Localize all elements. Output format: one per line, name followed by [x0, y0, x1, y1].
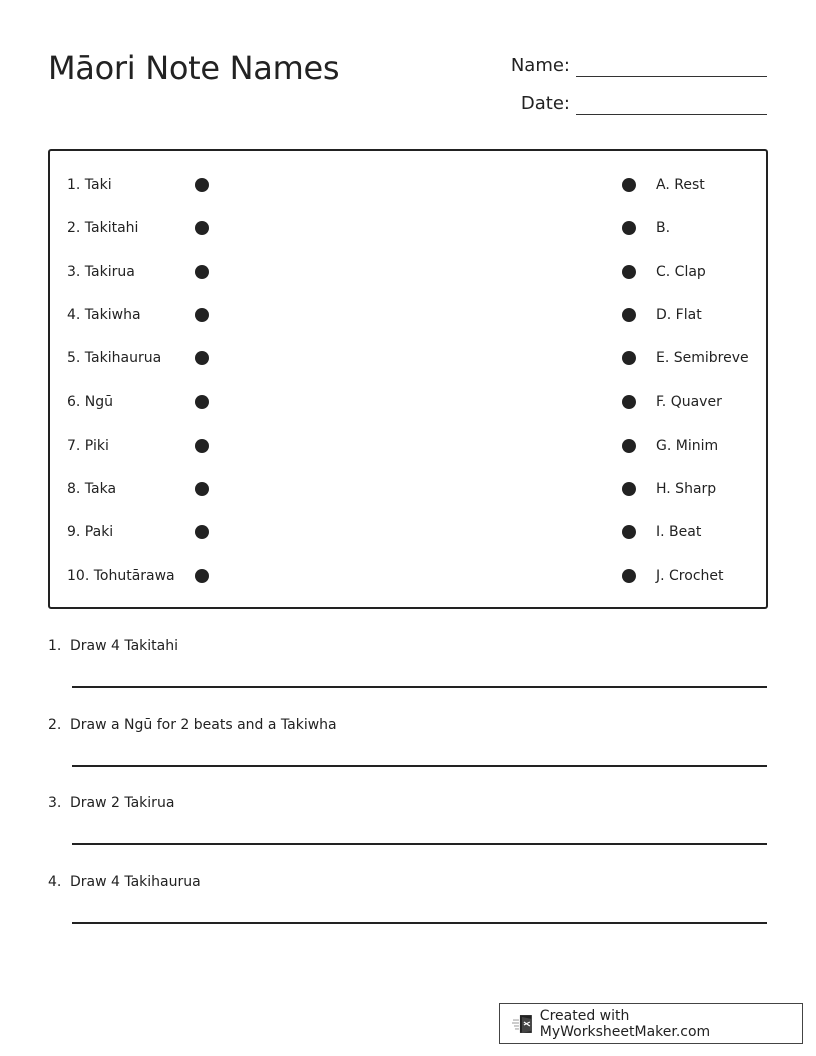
match-right-item — [622, 348, 749, 368]
match-dot-icon[interactable] — [622, 482, 636, 496]
match-right-item — [622, 436, 718, 456]
footer-text: Created with MyWorksheetMaker.com — [539, 1007, 711, 1040]
page-title: Māori Note Names — [48, 49, 340, 87]
match-dot-icon[interactable] — [195, 482, 209, 496]
match-left-item — [67, 566, 209, 586]
match-dot-icon[interactable] — [622, 178, 636, 192]
question-text: Draw a Ngū for 2 beats and a Takiwha — [70, 717, 337, 733]
match-right-item — [622, 392, 722, 412]
match-dot-icon[interactable] — [622, 308, 636, 322]
match-right-item — [622, 305, 702, 325]
question-number: 1. — [48, 638, 62, 654]
match-dot-icon[interactable] — [622, 439, 636, 453]
match-right-label: I. Beat — [656, 524, 702, 540]
match-dot-icon[interactable] — [195, 439, 209, 453]
match-left-label: 3. Takirua — [67, 264, 135, 280]
match-dot-icon[interactable] — [195, 265, 209, 279]
match-dot-icon[interactable] — [195, 221, 209, 235]
name-field[interactable] — [500, 54, 767, 77]
match-left-item — [67, 436, 209, 456]
answer-line[interactable] — [72, 686, 767, 688]
question-number: 2. — [48, 717, 62, 733]
match-left-item — [67, 392, 209, 412]
match-right-item — [622, 479, 716, 499]
match-left-item — [67, 262, 209, 282]
match-left-label: 5. Takihaurua — [67, 350, 162, 366]
match-dot-icon[interactable] — [622, 525, 636, 539]
match-left-item — [67, 479, 209, 499]
match-left-label: 6. Ngū — [67, 394, 114, 410]
match-left-label: 10. Tohutārawa — [67, 568, 175, 584]
match-dot-icon[interactable] — [622, 265, 636, 279]
match-right-item — [622, 262, 706, 282]
footer-badge[interactable] — [499, 1003, 803, 1044]
answer-line[interactable] — [72, 765, 767, 767]
answer-line[interactable] — [72, 843, 767, 845]
match-dot-icon[interactable] — [195, 569, 209, 583]
match-right-label: E. Semibreve — [656, 350, 749, 366]
match-left-label: 9. Paki — [67, 524, 114, 540]
date-label: Date: — [520, 93, 570, 114]
question-item — [48, 638, 178, 654]
match-right-label: H. Sharp — [656, 481, 717, 497]
match-left-item — [67, 175, 209, 195]
match-left-item — [67, 218, 209, 238]
question-item — [48, 717, 337, 733]
answer-line[interactable] — [72, 922, 767, 924]
match-left-label: 2. Takitahi — [67, 220, 139, 236]
match-dot-icon[interactable] — [622, 569, 636, 583]
match-right-label: J. Crochet — [656, 568, 724, 584]
match-left-label: 8. Taka — [67, 481, 117, 497]
date-field[interactable] — [500, 92, 767, 115]
match-left-label: 1. Taki — [67, 177, 112, 193]
match-dot-icon[interactable] — [622, 351, 636, 365]
question-text: Draw 4 Takitahi — [70, 638, 179, 654]
match-left-item — [67, 305, 209, 325]
question-text: Draw 4 Takihaurua — [70, 874, 201, 890]
match-left-label: 4. Takiwha — [67, 307, 141, 323]
worksheet-maker-logo-icon — [512, 1013, 536, 1035]
match-right-item — [622, 522, 701, 542]
match-left-item — [67, 348, 209, 368]
match-dot-icon[interactable] — [195, 308, 209, 322]
match-left-item — [67, 522, 209, 542]
question-text: Draw 2 Takirua — [70, 795, 175, 811]
question-number: 3. — [48, 795, 62, 811]
name-label: Name: — [510, 55, 570, 76]
match-right-item — [622, 175, 705, 195]
match-right-label: G. Minim — [656, 438, 719, 454]
match-right-label: C. Clap — [656, 264, 706, 280]
match-dot-icon[interactable] — [622, 221, 636, 235]
match-left-label: 7. Piki — [67, 438, 109, 454]
match-dot-icon[interactable] — [195, 351, 209, 365]
match-dot-icon[interactable] — [195, 395, 209, 409]
match-right-label: A. Rest — [656, 177, 705, 193]
match-dot-icon[interactable] — [622, 395, 636, 409]
match-right-item — [622, 566, 724, 586]
matching-box — [48, 149, 768, 609]
question-item — [48, 795, 174, 811]
match-dot-icon[interactable] — [195, 525, 209, 539]
match-dot-icon[interactable] — [195, 178, 209, 192]
date-input-line[interactable] — [576, 92, 767, 115]
match-right-label: F. Quaver — [656, 394, 722, 410]
question-number: 4. — [48, 874, 62, 890]
question-item — [48, 874, 201, 890]
match-right-item — [622, 218, 670, 238]
match-right-label: B. — [656, 220, 671, 236]
name-input-line[interactable] — [576, 54, 767, 77]
match-right-label: D. Flat — [656, 307, 702, 323]
